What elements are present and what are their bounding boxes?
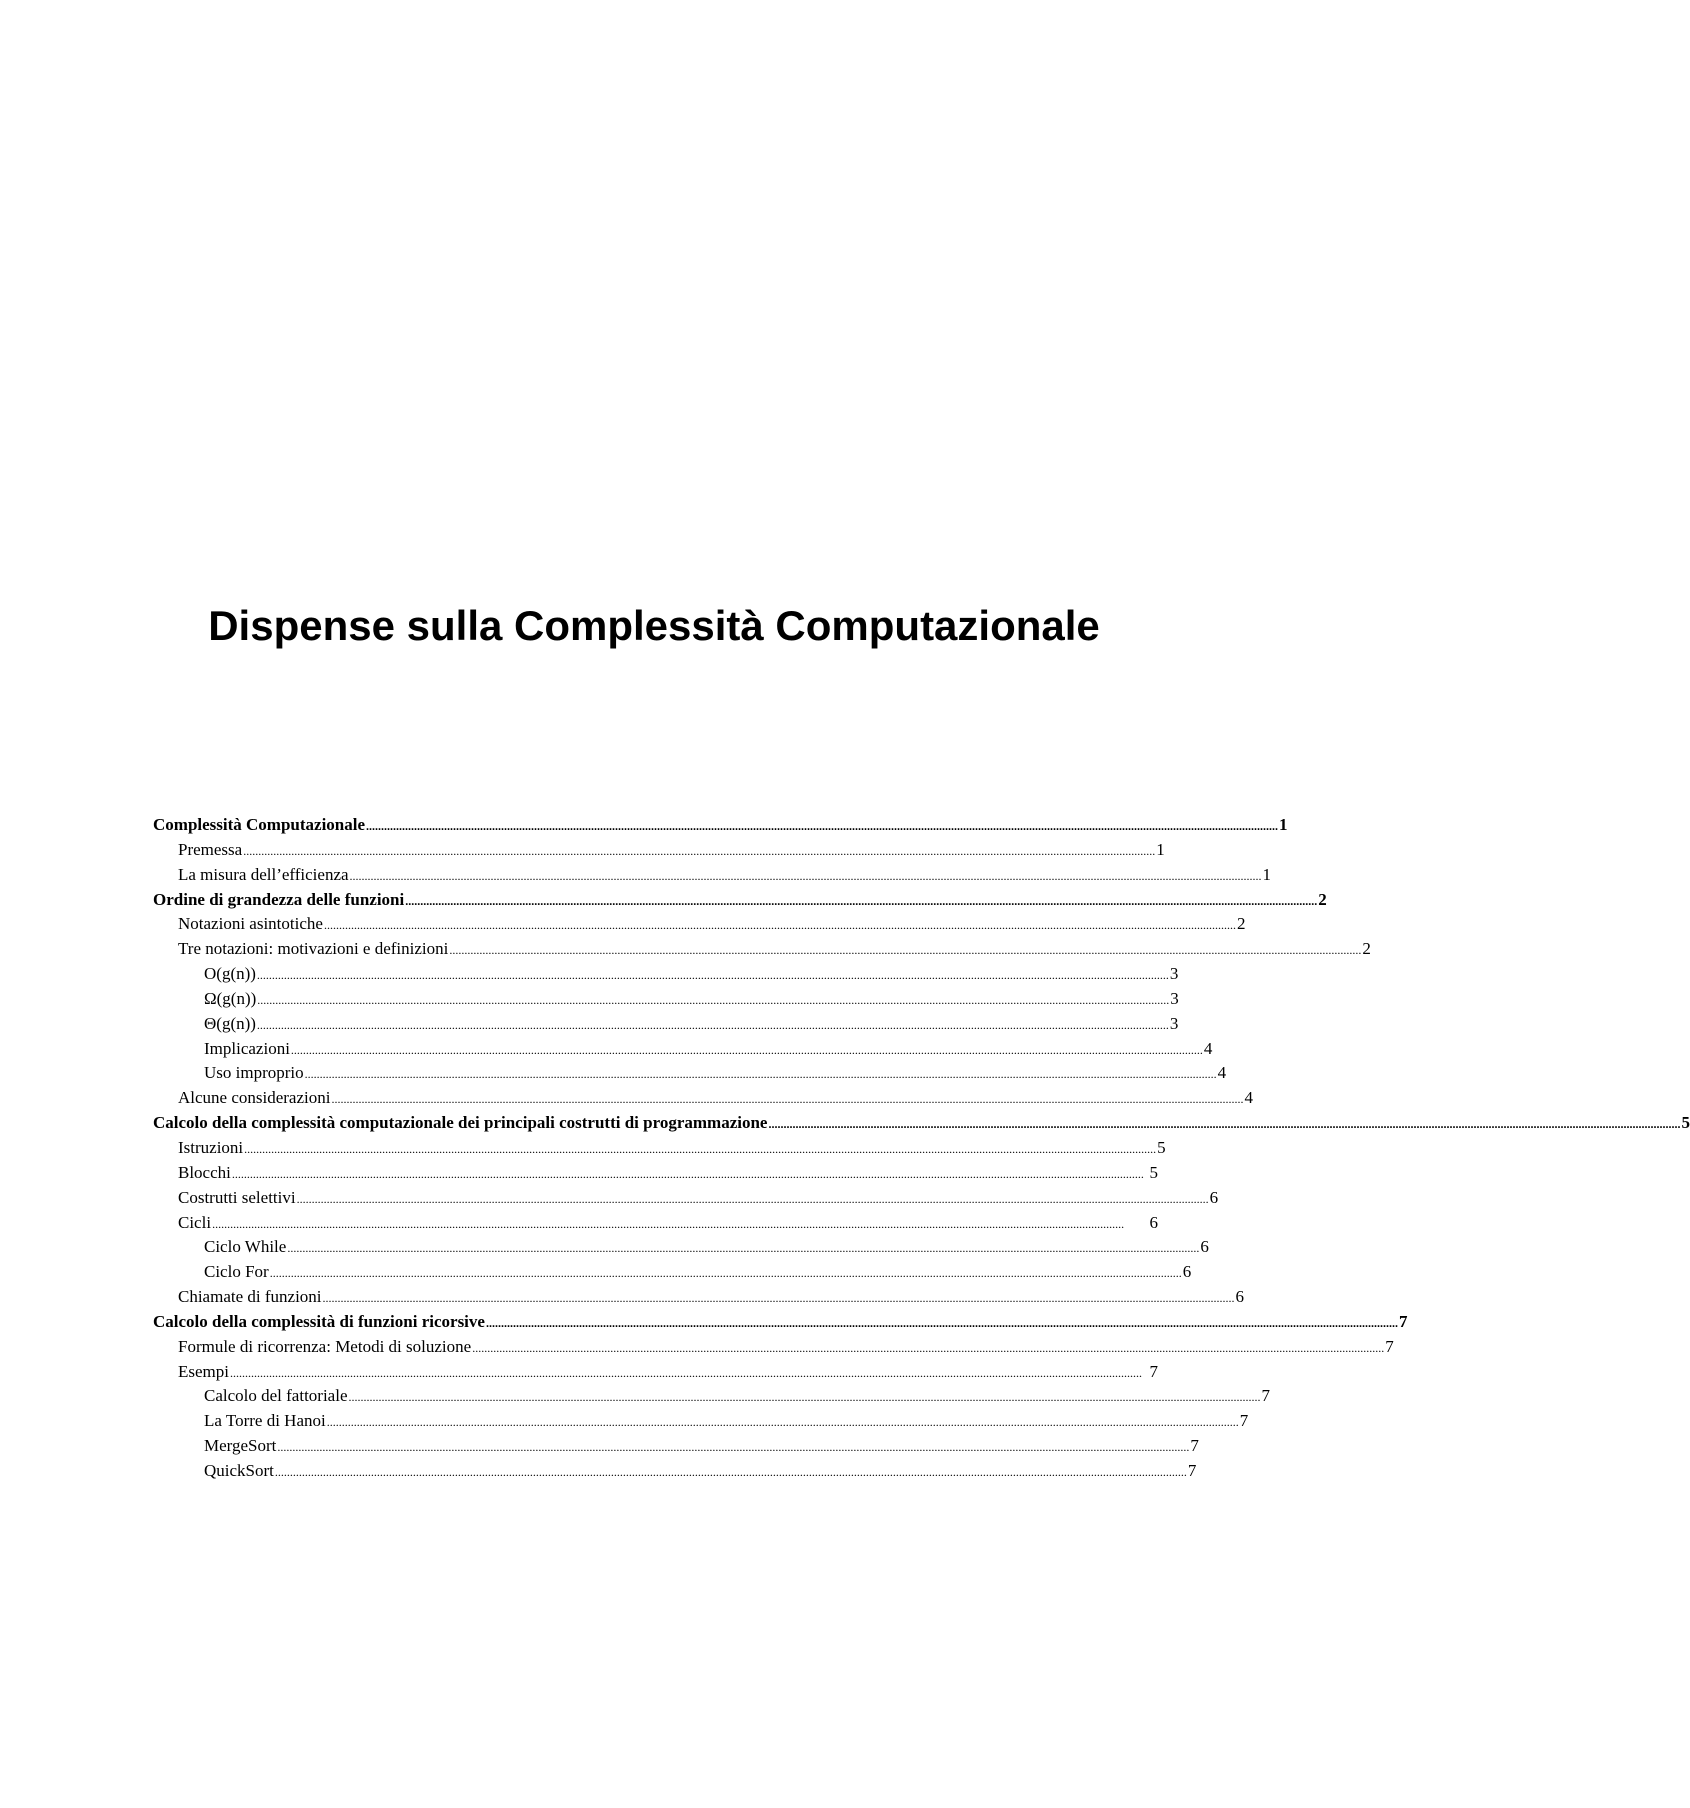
toc-dot-leader: ................................................................................................................................................................................................................................................................................................................ — [243, 843, 1156, 858]
table-of-contents — [153, 813, 1690, 1484]
toc-entry-page: 3 — [1169, 1013, 1179, 1033]
toc-entry-page: 6 — [1200, 1237, 1209, 1257]
toc-entry-page: 6 — [1235, 1287, 1245, 1307]
toc-entry[interactable] — [153, 1161, 1158, 1186]
toc-entry-page: 4 — [1203, 1038, 1213, 1058]
toc-entry-page: 2 — [1236, 914, 1246, 934]
toc-dot-leader: ................................................................................................................................................................................................................................................................................................................ — [230, 1365, 1142, 1380]
toc-entry[interactable] — [153, 1335, 1394, 1360]
toc-dot-leader: ................................................................................................................................................................................................................................................................................................................ — [323, 918, 1236, 933]
toc-entry[interactable] — [153, 1285, 1245, 1310]
toc-entry-page: 1 — [1262, 864, 1272, 884]
toc-entry[interactable] — [153, 1360, 1158, 1385]
toc-entry[interactable] — [153, 1061, 1227, 1086]
toc-entry-page: 5 — [1149, 1162, 1158, 1182]
toc-entry-label: MergeSort — [204, 1436, 277, 1456]
toc-entry-page: 7 — [1261, 1386, 1270, 1406]
toc-dot-leader: ................................................................................................................................................................................................................................................................................................................ — [768, 1117, 1681, 1132]
toc-entry-label: Notazioni asintotiche — [178, 914, 323, 934]
toc-entry[interactable] — [153, 962, 1179, 987]
toc-entry-label: Calcolo della complessità computazionale dei principali costrutti di programmazione — [153, 1113, 768, 1133]
toc-entry-page: 7 — [1398, 1311, 1408, 1331]
toc-dot-leader: ................................................................................................................................................................................................................................................................................................................ — [485, 1315, 1398, 1330]
toc-entry-label: Premessa — [178, 839, 243, 859]
toc-entry[interactable] — [153, 863, 1272, 888]
toc-entry[interactable] — [153, 813, 1288, 838]
toc-entry[interactable] — [153, 838, 1165, 863]
toc-dot-leader: ................................................................................................................................................................................................................................................................................................................ — [277, 1440, 1190, 1455]
toc-entry-label: Ordine di grandezza delle funzioni — [153, 889, 405, 909]
toc-entry[interactable] — [153, 912, 1246, 937]
toc-dot-leader: ................................................................................................................................................................................................................................................................................................................ — [244, 1141, 1157, 1156]
toc-entry-page: 4 — [1244, 1088, 1253, 1108]
toc-dot-leader: ................................................................................................................................................................................................................................................................................................................ — [257, 992, 1170, 1007]
toc-dot-leader: ................................................................................................................................................................................................................................................................................................................ — [287, 1241, 1200, 1256]
toc-entry-label: O(g(n)) — [204, 964, 256, 984]
toc-dot-leader: ................................................................................................................................................................................................................................................................................................................ — [349, 868, 1262, 883]
toc-entry[interactable] — [153, 987, 1179, 1012]
toc-entry-label: Ciclo For — [204, 1262, 269, 1282]
toc-entry-label: Formule di ricorrenza: Metodi di soluzione — [178, 1336, 472, 1356]
toc-entry[interactable] — [153, 1409, 1249, 1434]
toc-entry-page: 5 — [1681, 1113, 1690, 1133]
toc-entry-label: Costrutti selettivi — [178, 1187, 296, 1207]
toc-dot-leader: ................................................................................................................................................................................................................................................................................................................ — [405, 893, 1318, 908]
toc-dot-leader: ................................................................................................................................................................................................................................................................................................................ — [212, 1216, 1125, 1231]
toc-entry-label: La misura dell’efficienza — [178, 864, 349, 884]
toc-entry-page: 7 — [1187, 1460, 1197, 1480]
toc-dot-leader: ................................................................................................................................................................................................................................................................................................................ — [256, 1017, 1169, 1032]
toc-dot-leader: ................................................................................................................................................................................................................................................................................................................ — [231, 1166, 1144, 1181]
toc-entry-label: Blocchi — [178, 1162, 231, 1182]
toc-entry[interactable] — [153, 1434, 1199, 1459]
toc-entry[interactable] — [153, 1459, 1197, 1484]
toc-entry-page: 7 — [1190, 1436, 1199, 1456]
toc-entry-page: 6 — [1182, 1262, 1192, 1282]
toc-entry-page: 7 — [1239, 1411, 1249, 1431]
toc-dot-leader: ................................................................................................................................................................................................................................................................................................................ — [366, 819, 1279, 833]
toc-entry[interactable] — [153, 1235, 1209, 1260]
toc-entry-label: La Torre di Hanoi — [204, 1411, 326, 1431]
toc-entry[interactable] — [153, 1260, 1192, 1285]
toc-entry-page: 2 — [1362, 939, 1371, 959]
toc-entry[interactable] — [153, 1037, 1213, 1062]
toc-dot-leader: ................................................................................................................................................................................................................................................................................................................ — [348, 1390, 1261, 1405]
toc-dot-leader: ................................................................................................................................................................................................................................................................................................................ — [322, 1291, 1235, 1306]
toc-entry-page: 7 — [1149, 1361, 1158, 1381]
toc-entry[interactable] — [153, 1211, 1158, 1236]
toc-dot-leader: ................................................................................................................................................................................................................................................................................................................ — [472, 1340, 1385, 1355]
toc-dot-leader: ................................................................................................................................................................................................................................................................................................................ — [290, 1042, 1203, 1057]
toc-entry-page: 6 — [1209, 1187, 1219, 1207]
toc-entry-page: 7 — [1385, 1336, 1394, 1356]
toc-entry-page: 5 — [1157, 1137, 1166, 1157]
toc-entry-page: 4 — [1217, 1063, 1227, 1083]
toc-entry-label: Ω(g(n)) — [204, 988, 257, 1008]
toc-entry-label: Implicazioni — [204, 1038, 290, 1058]
toc-entry[interactable] — [153, 937, 1371, 962]
toc-entry[interactable] — [153, 1384, 1270, 1409]
toc-entry-label: Ciclo While — [204, 1237, 287, 1257]
toc-entry[interactable] — [153, 1310, 1408, 1335]
toc-entry-label: Esempi — [178, 1361, 229, 1381]
toc-entry-label: Complessità Computazionale — [153, 815, 366, 834]
toc-dot-leader: ................................................................................................................................................................................................................................................................................................................ — [331, 1092, 1244, 1107]
toc-entry[interactable] — [153, 1136, 1166, 1161]
toc-entry-label: Calcolo della complessità di funzioni ricorsive — [153, 1311, 485, 1331]
toc-dot-leader: ................................................................................................................................................................................................................................................................................................................ — [269, 1266, 1182, 1281]
toc-entry-label: Θ(g(n)) — [204, 1013, 256, 1033]
document-title: Dispense sulla Complessità Computazionale — [208, 602, 1100, 649]
toc-entry-label: Tre notazioni: motivazioni e definizioni — [178, 939, 449, 959]
toc-entry-label: Uso improprio — [204, 1063, 304, 1083]
toc-entry[interactable] — [153, 1111, 1690, 1136]
toc-entry-label: Calcolo del fattoriale — [204, 1386, 348, 1406]
toc-entry-page: 3 — [1170, 988, 1179, 1008]
toc-entry-label: Istruzioni — [178, 1137, 244, 1157]
toc-dot-leader: ................................................................................................................................................................................................................................................................................................................ — [296, 1191, 1209, 1206]
toc-entry-page: 2 — [1318, 889, 1327, 909]
toc-dot-leader: ................................................................................................................................................................................................................................................................................................................ — [256, 968, 1169, 983]
toc-dot-leader: ................................................................................................................................................................................................................................................................................................................ — [304, 1067, 1217, 1082]
toc-entry-label: Alcune considerazioni — [178, 1088, 331, 1108]
toc-entry-page: 3 — [1169, 964, 1179, 984]
toc-entry[interactable] — [153, 1012, 1179, 1037]
toc-entry[interactable] — [153, 1086, 1253, 1111]
toc-dot-leader: ................................................................................................................................................................................................................................................................................................................ — [449, 943, 1362, 958]
toc-entry-page: 1 — [1279, 815, 1288, 834]
toc-dot-leader: ................................................................................................................................................................................................................................................................................................................ — [274, 1464, 1187, 1479]
toc-entry-label: Cicli — [178, 1212, 212, 1232]
toc-entry-page: 6 — [1149, 1212, 1158, 1232]
toc-dot-leader: ................................................................................................................................................................................................................................................................................................................ — [326, 1415, 1239, 1430]
toc-entry-page: 1 — [1156, 839, 1165, 859]
toc-entry[interactable] — [153, 1186, 1219, 1211]
toc-entry-label: QuickSort — [204, 1460, 274, 1480]
toc-entry-label: Chiamate di funzioni — [178, 1287, 322, 1307]
toc-entry[interactable] — [153, 888, 1327, 913]
